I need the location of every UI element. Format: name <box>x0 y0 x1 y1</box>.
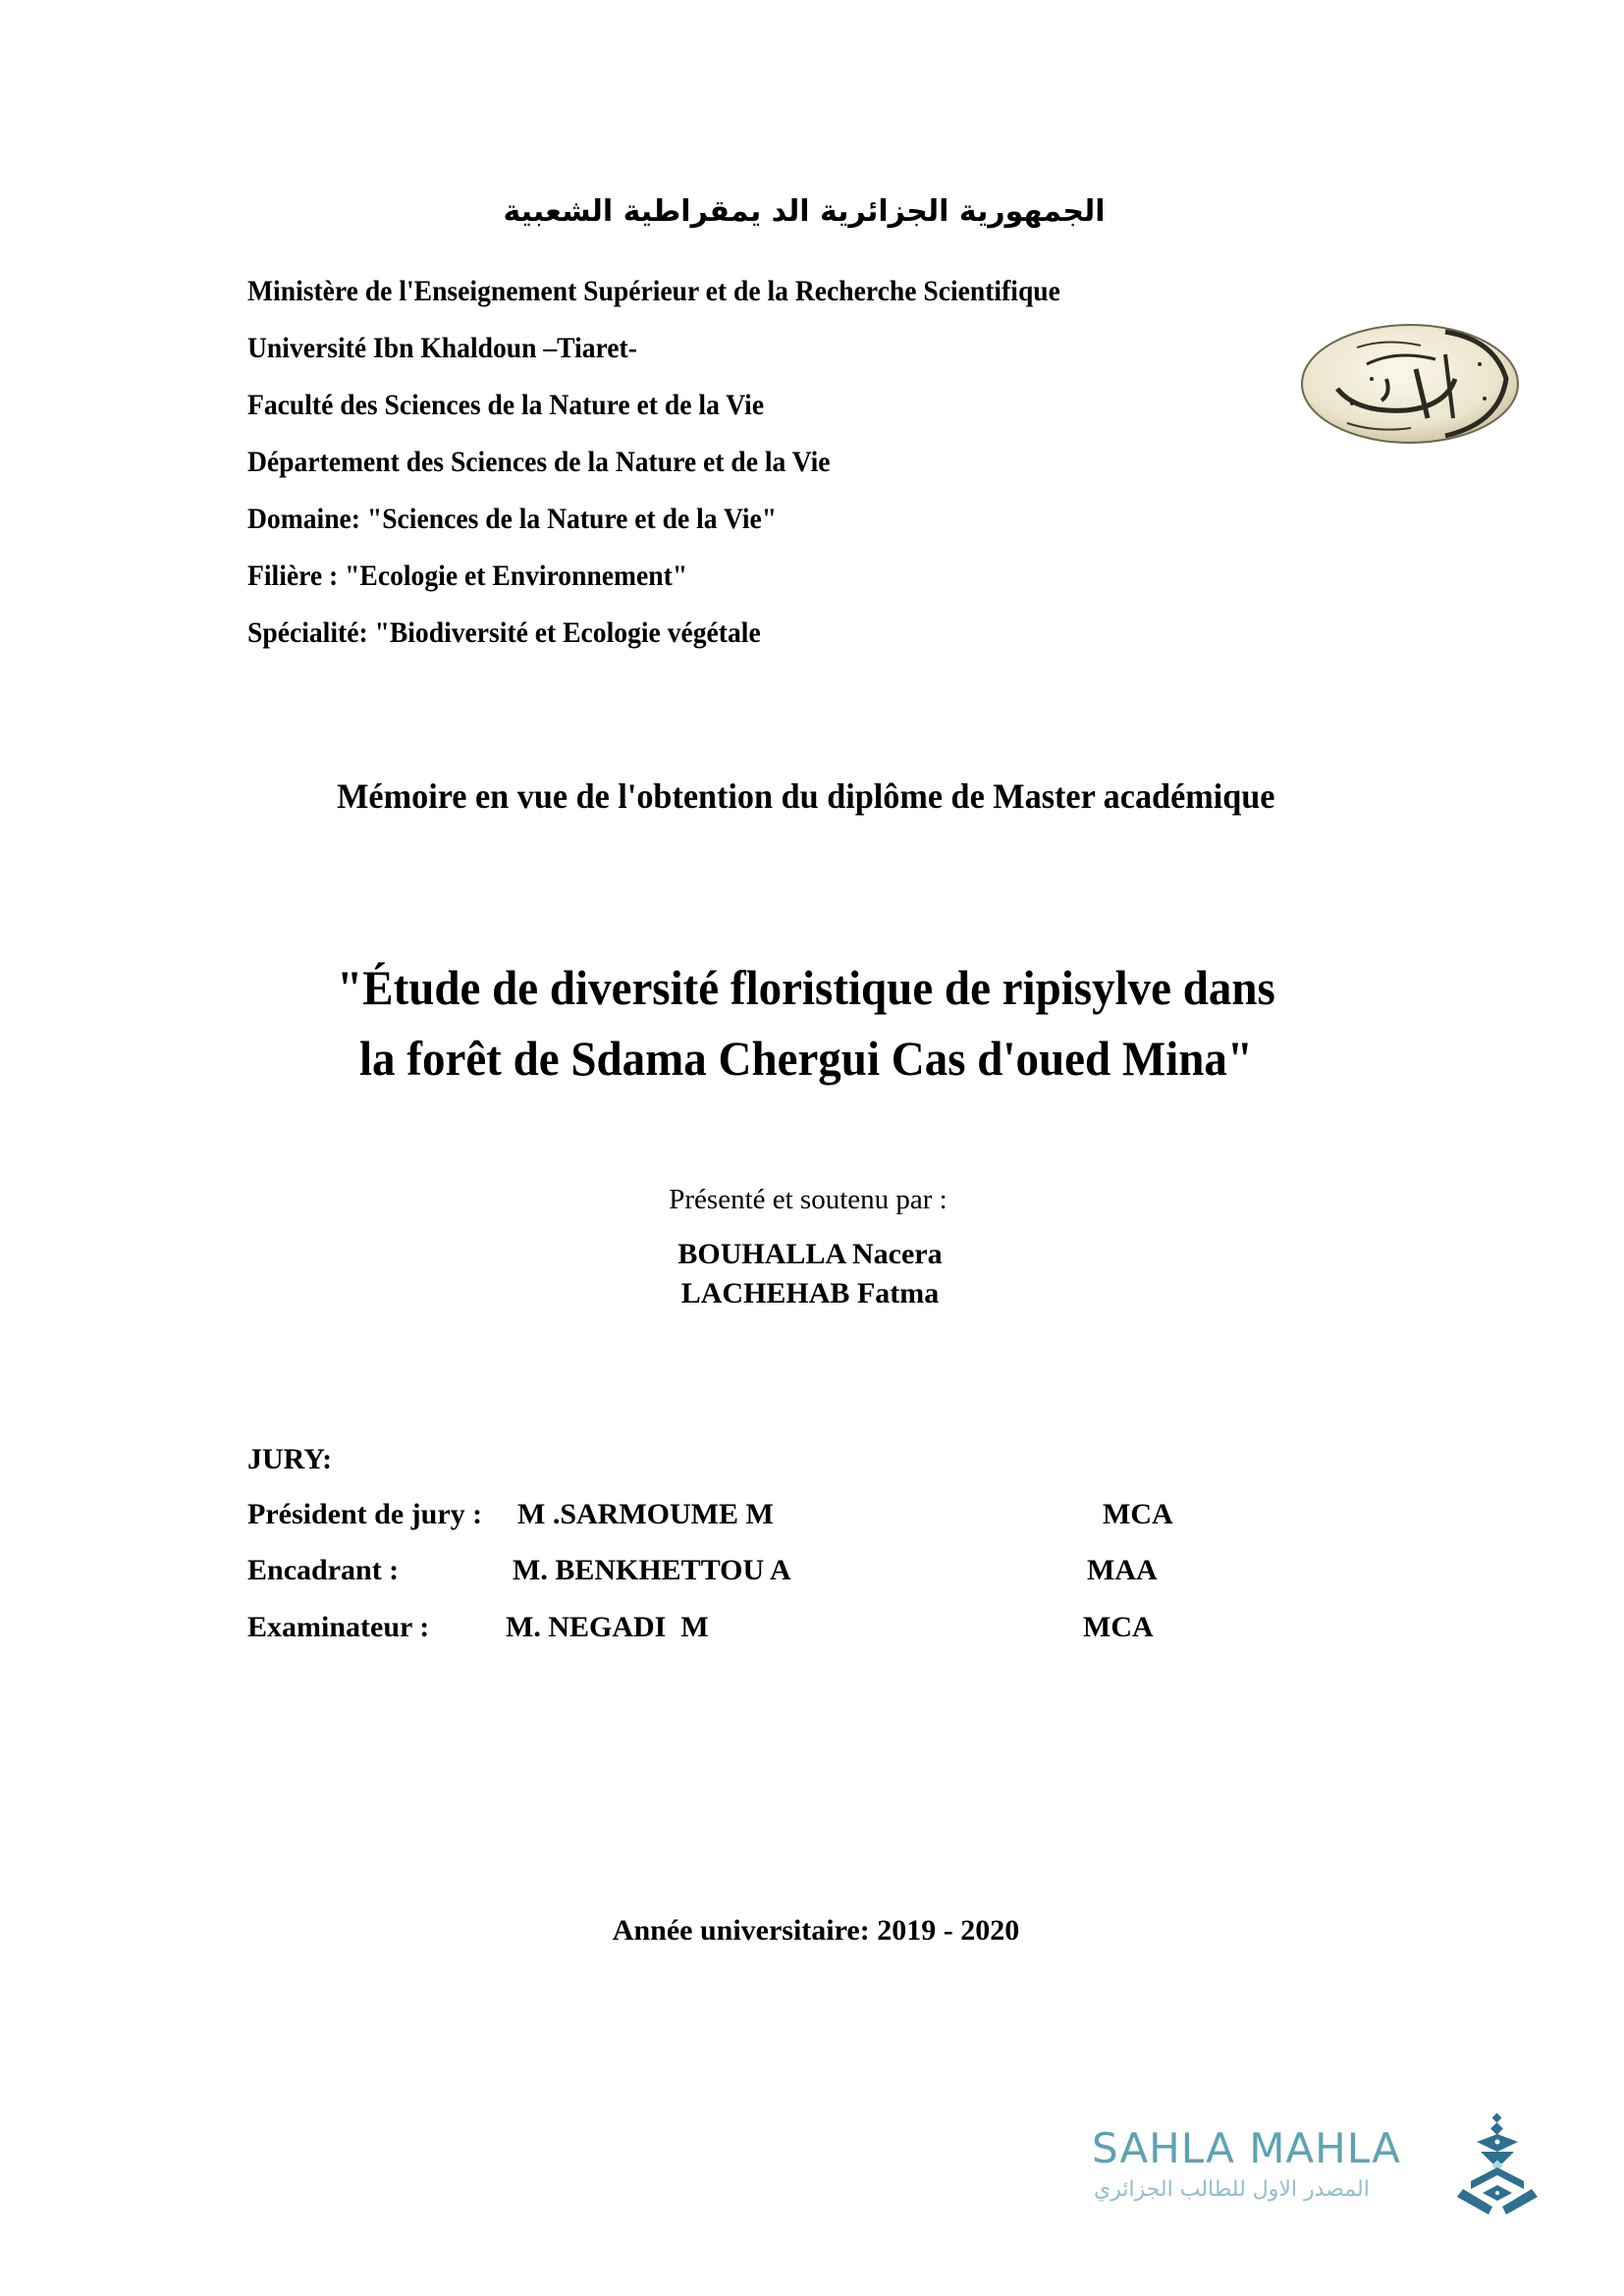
authors-block <box>0 1235 1624 1313</box>
memoire-text: Mémoire en vue de l'obtention du diplôme de Master académique <box>337 776 1275 816</box>
academic-year-text: Année universitaire: 2019 - 2020 <box>612 1914 1020 1947</box>
author-2: LACHEHAB Fatma <box>680 1277 940 1309</box>
field-line: Filière : "Ecologie et Environnement" <box>247 560 688 592</box>
jury-title: JURY: <box>247 1443 333 1475</box>
arabic-republic-title: الجمهورية الجزائرية الد يمقراطية الشعبية <box>503 194 1106 229</box>
jury-grade: MCA <box>1103 1498 1173 1530</box>
thesis-title <box>0 952 1624 1094</box>
faculty-line: Faculté des Sciences de la Nature et de la Vie <box>247 389 765 421</box>
jury-role: Examinateur : <box>247 1611 430 1643</box>
arabic-header <box>0 194 1624 229</box>
jury-name: M. BENKHETTOU A <box>513 1554 791 1586</box>
university-logo-icon <box>1298 320 1522 448</box>
presented-by-text: Présenté et soutenu par : <box>669 1184 947 1215</box>
jury-name: M .SARMOUME M <box>517 1498 774 1530</box>
jury-role: Encadrant : <box>247 1554 400 1586</box>
specialty-line: Spécialité: "Biodiversité et Ecologie végétale <box>247 616 761 649</box>
academic-year <box>0 1914 1624 1948</box>
ministry-line: Ministère de l'Enseignement Supérieur et de la Recherche Scientifique <box>247 275 1060 307</box>
thesis-title-line-2: la forêt de Sdama Chergui Cas d'oued Mina" <box>358 1031 1253 1086</box>
presented-by-label <box>0 1184 1624 1216</box>
sahla-mahla-watermark <box>1090 2112 1542 2220</box>
jury-name: M. NEGADI M <box>506 1611 709 1643</box>
author-1: BOUHALLA Nacera <box>677 1238 943 1270</box>
institution-block <box>247 263 1131 662</box>
watermark-tagline: المصدر الاول للطالب الجزائري <box>1094 2177 1370 2202</box>
sahla-mahla-emblem-icon <box>1453 2112 1542 2218</box>
department-line: Département des Sciences de la Nature et de la Vie <box>247 446 831 478</box>
watermark-brand: SAHLA MAHLA <box>1092 2124 1401 2172</box>
university-line: Université Ibn Khaldoun –Tiaret- <box>247 332 637 364</box>
jury-grade: MAA <box>1087 1554 1158 1586</box>
thesis-title-line-1: "Étude de diversité floristique de ripisylve dans <box>337 960 1275 1015</box>
domain-line: Domaine: "Sciences de la Nature et de la Vie" <box>247 503 778 535</box>
memoire-line <box>0 775 1624 817</box>
jury-role: Président de jury : <box>247 1498 483 1530</box>
jury-grade: MCA <box>1083 1611 1154 1643</box>
